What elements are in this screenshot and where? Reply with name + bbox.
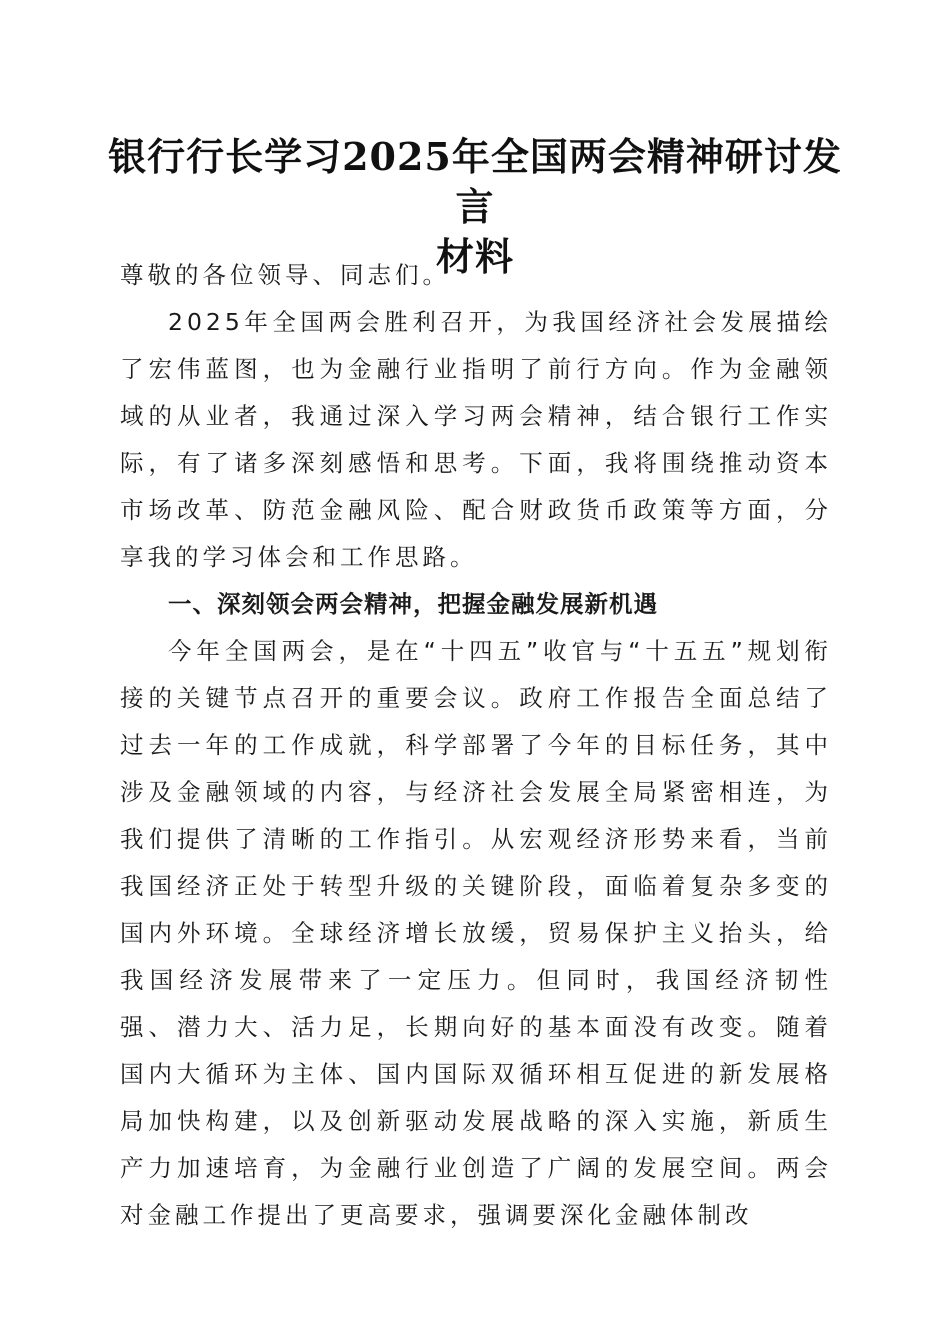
title-line-1: 银行行长学习2025年全国两会精神研讨发言: [108, 134, 842, 229]
title-line-2: 材料: [435, 234, 514, 279]
document-body: [120, 252, 832, 1239]
paragraph-section-1: 今年全国两会，是在“十四五”收官与“十五五”规划衔接的关键节点召开的重要会议。政府工作报告全面总结了过去一年的工作成就，科学部署了今年的目标任务，其中涉及金融领域的内容，与经济社会发展全局紧密相连，为我们提供了清晰的工作指引。从宏观经济形势来看，当前我国经济正处于转型升级的关键阶段，面临着复杂多变的国内外环境。全球经济增长放缓，贸易保护主义抬头，给我国经济发展带来了一定压力。但同时，我国经济韧性强、潜力大、活力足，长期向好的基本面没有改变。随着国内大循环为主体、国内国际双循环相互促进的新发展格局加快构建，以及创新驱动发展战略的深入实施，新质生产力加速培育，为金融行业创造了广阔的发展空间。两会对金融工作提出了更高要求，强调要深化金融体制改: [120, 637, 832, 1229]
paragraph-intro: 2025年全国两会胜利召开，为我国经济社会发展描绘了宏伟蓝图，也为金融行业指明了前行方向。作为金融领域的从业者，我通过深入学习两会精神，结合银行工作实际，有了诸多深刻感悟和思考。下面，我将围绕推动资本市场改革、防范金融风险、配合财政货币政策等方面，分享我的学习体会和工作思路。: [120, 308, 832, 571]
salutation: 尊敬的各位领导、同志们。: [120, 261, 450, 289]
section-heading-1: 一、深刻领会两会精神，把握金融发展新机遇: [168, 590, 658, 618]
